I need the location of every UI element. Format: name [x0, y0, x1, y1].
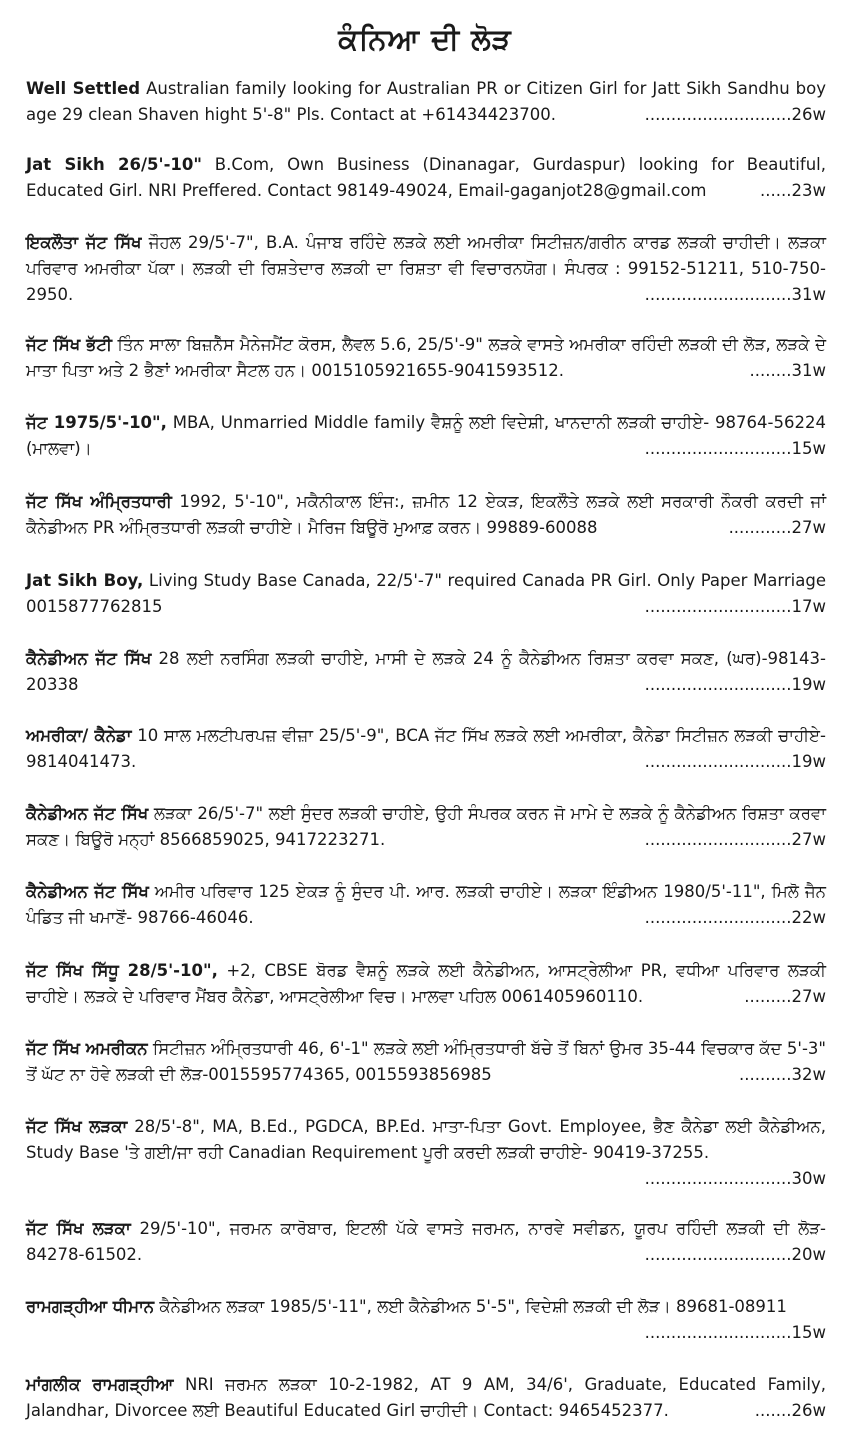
ad-lead: ਕੈਨੇਡੀਅਨ ਜੱਟ ਸਿੱਖ	[26, 882, 149, 901]
ad-body: +2, CBSE ਬੋਰਡ ਵੈਸ਼ਨੂੰ ਲੜਕੇ ਲਈ ਕੈਨੇਡੀਅਨ, ਆਸਟ੍ਰੇਲੀਆ PR, ਵਧੀਆ ਪਰਿਵਾਰ ਲੜਕੀ ਚਾਹੀਏ। ਲੜਕੇ ਦੇ ਪਰਿਵਾਰ ਮੈਂਬਰ ਕੈਨੇਡਾ, ਆਸਟ੍ਰੇਲੀਆ ਵਿਚ। ਮਾਲਵਾ ਪਹਿਲ 0061405960110.	[26, 961, 826, 1006]
ad-body: 28 ਲਈ ਨਰਸਿੰਗ ਲੜਕੀ ਚਾਹੀਏ, ਮਾਸੀ ਦੇ ਲੜਕੇ 24 ਨੂੰ ਕੈਨੇਡੀਅਨ ਰਿਸ਼ਤਾ ਕਰਵਾ ਸਕਣ, (ਘਰ)-98143-20338	[26, 649, 826, 694]
page-title: ਕੰਨਿਆ ਦੀ ਲੋੜ	[338, 22, 512, 56]
classified-ad	[26, 646, 826, 698]
ad-code: ............................15w	[644, 1323, 826, 1342]
ad-body: ਜੌਹਲ 29/5'-7", B.A. ਪੰਜਾਬ ਰਹਿੰਦੇ ਲੜਕੇ ਲਈ ਅਮਰੀਕਾ ਸਿਟੀਜ਼ਨ/ਗਰੀਨ ਕਾਰਡ ਲੜਕੀ ਚਾਹੀਦੀ। ਲੜਕਾ ਪਰਿਵਾਰ ਅਮਰੀਕਾ ਪੱਕਾ। ਲੜਕੀ ਦੀ ਰਿਸ਼ਤੇਦਾਰ ਲੜਕੀ ਦਾ ਰਿਸ਼ਤਾ ਵੀ ਵਿਚਾਰਨਯੋਗ। ਸੰਪਰਕ : 99152-51211, 510-750-2950.	[26, 233, 826, 304]
ad-code: ............................26w	[644, 105, 826, 124]
classified-ad	[26, 230, 826, 308]
ad-body: MBA, Unmarried Middle family ਵੈਸ਼ਨੂੰ ਲਈ ਵਿਦੇਸ਼ੀ, ਖਾਨਦਾਨੀ ਲੜਕੀ ਚਾਹੀਏ- 98764-56224 (ਮਾਲਵਾ)।	[26, 413, 826, 458]
ad-code: ........31w	[749, 361, 826, 380]
ad-code: ............................30w	[644, 1169, 826, 1188]
ad-code: ............................31w	[644, 285, 826, 304]
classified-ad	[26, 1036, 826, 1088]
ad-code: ............................15w	[644, 439, 826, 458]
ad-lead: ਜੱਟ ਸਿੱਖ ਲੜਕਾ	[26, 1117, 128, 1136]
ad-body: Living Study Base Canada, 22/5'-7" required Canada PR Girl. Only Paper Marriage 0015877762815	[26, 571, 826, 616]
ad-body: ਲੜਕਾ 26/5'-7" ਲਈ ਸੁੰਦਰ ਲੜਕੀ ਚਾਹੀਏ, ਉਹੀ ਸੰਪਰਕ ਕਰਨ ਜੋ ਮਾਮੇ ਦੇ ਲੜਕੇ ਨੂੰ ਕੈਨੇਡੀਅਨ ਰਿਸ਼ਤਾ ਕਰਵਾ ਸਕਣ। ਬਿਊਰੋ ਮਨ੍ਹਾਂ 8566859025, 9417223271.	[26, 804, 826, 849]
ad-lead: Jat Sikh Boy,	[26, 571, 144, 590]
ad-code: ............................27w	[644, 830, 826, 849]
ad-lead: ਜੱਟ ਸਿੱਖ ਭੱਟੀ	[26, 335, 112, 354]
ad-code: ............................19w	[644, 675, 826, 694]
ad-lead: ਜੱਟ ਸਿੱਖ ਲੜਕਾ	[26, 1219, 131, 1238]
ad-body: ਸਿਟੀਜ਼ਨ ਅੰਮ੍ਰਿਤਧਾਰੀ 46, 6'-1" ਲੜਕੇ ਲਈ ਅੰਮ੍ਰਿਤਧਾਰੀ ਬੱਚੇ ਤੋਂ ਬਿਨਾਂ ਉਮਰ 35-44 ਵਿਚਕਾਰ ਕੱਦ 5'-3" ਤੋਂ ਘੱਟ ਨਾ ਹੋਵੇ ਲੜਕੀ ਦੀ ਲੋੜ-0015595774365, 0015593856985	[26, 1039, 826, 1084]
ad-body: 10 ਸਾਲ ਮਲਟੀਪਰਪਜ਼ ਵੀਜ਼ਾ 25/5'-9", BCA ਜੱਟ ਸਿੱਖ ਲੜਕੇ ਲਈ ਅਮਰੀਕਾ, ਕੈਨੇਡਾ ਸਿਟੀਜ਼ਨ ਲੜਕੀ ਚਾਹੀਏ- 9814041473.	[26, 726, 826, 771]
ad-body: 29/5'-10", ਜਰਮਨ ਕਾਰੋਬਾਰ, ਇਟਲੀ ਪੱਕੇ ਵਾਸਤੇ ਜਰਮਨ, ਨਾਰਵੇ ਸਵੀਡਨ, ਯੂਰਪ ਰਹਿੰਦੀ ਲੜਕੀ ਦੀ ਲੋੜ- 84278-61502.	[26, 1219, 826, 1264]
classified-ad	[26, 723, 826, 775]
ad-lead: ਕੈਨੇਡੀਅਨ ਜੱਟ ਸਿੱਖ	[26, 804, 149, 823]
ad-lead: ਅਮਰੀਕਾ/ ਕੈਨੇਡਾ	[26, 726, 132, 745]
ad-lead: Jat Sikh 26/5'-10"	[26, 155, 202, 174]
ad-lead: ਜੱਟ ਸਿੱਖ ਅੰਮ੍ਰਿਤਧਾਰੀ	[26, 492, 172, 511]
ad-lead: ਕੈਨੇਡੀਅਨ ਜੱਟ ਸਿੱਖ	[26, 649, 152, 668]
classified-ad	[26, 958, 826, 1010]
ad-code: ......23w	[760, 181, 826, 200]
ad-body: NRI ਜਰਮਨ ਲੜਕਾ 10-2-1982, AT 9 AM, 34/6', Graduate, Educated Family, Jalandhar, Divorcee ਲਈ Beautiful Educated Girl ਚਾਹੀਦੀ। Contact: 9465452377.	[26, 1375, 827, 1420]
classified-ad	[26, 1294, 826, 1346]
ad-lead: ਜੱਟ ਸਿੱਖ ਸਿੱਧੂ 28/5'-10",	[26, 961, 218, 980]
ad-code: ..........32w	[739, 1065, 826, 1084]
classified-ad	[26, 76, 826, 128]
ad-body: 28/5'-8", MA, B.Ed., PGDCA, BP.Ed. ਮਾਤਾ-ਪਿਤਾ Govt. Employee, ਭੈਣ ਕੈਨੇਡਾ ਲਈ ਕੈਨੇਡੀਅਨ, Study Base 'ਤੇ ਗਈ/ਜਾ ਰਹੀ Canadian Requirement ਪੂਰੀ ਕਰਦੀ ਲੜਕੀ ਚਾਹੀਏ- 90419-37255.	[26, 1117, 826, 1162]
ad-code: .........27w	[744, 987, 826, 1006]
ad-body: ਤਿੰਨ ਸਾਲਾ ਬਿਜ਼ਨੈੱਸ ਮੈਨੇਜਮੈਂਟ ਕੋਰਸ, ਲੈਵਲ 5.6, 25/5'-9" ਲੜਕੇ ਵਾਸਤੇ ਅਮਰੀਕਾ ਰਹਿੰਦੀ ਲੜਕੀ ਦੀ ਲੋੜ, ਲੜਕੇ ਦੇ ਮਾਤਾ ਪਿਤਾ ਅਤੇ 2 ਭੈਣਾਂ ਅਮਰੀਕਾ ਸੈਟਲ ਹਨ। 0015105921655-9041593512.	[26, 335, 826, 380]
ad-lead: ਮਾਂਗਲੀਕ ਰਾਮਗੜ੍ਹੀਆ	[26, 1375, 174, 1394]
ad-lead: ਰਾਮਗੜ੍ਹੀਆ ਧੀਮਾਨ	[26, 1297, 155, 1316]
ad-body: Australian family looking for Australian PR or Citizen Girl for Jatt Sikh Sandhu boy age 29 clean Shaven hight 5'-8" Pls. Contact at +61434423700.	[26, 79, 827, 124]
ad-code: ............27w	[728, 518, 826, 537]
ad-lead: ਇਕਲੌਤਾ ਜੱਟ ਸਿੱਖ	[26, 233, 142, 252]
ad-code: ............................19w	[644, 752, 826, 771]
ad-lead: Well Settled	[26, 79, 141, 98]
classified-ad	[26, 801, 826, 853]
classified-ad	[26, 489, 826, 541]
classified-ad	[26, 152, 826, 204]
ad-lead: ਜੱਟ ਸਿੱਖ ਅਮਰੀਕਨ	[26, 1039, 148, 1058]
classified-ad	[26, 568, 826, 620]
ad-lead: ਜੱਟ 1975/5'-10",	[26, 413, 167, 432]
ad-body: ਕੈਨੇਡੀਅਨ ਲੜਕਾ 1985/5'-11", ਲਈ ਕੈਨੇਡੀਅਨ 5'-5", ਵਿਦੇਸ਼ੀ ਲੜਕੀ ਦੀ ਲੋੜ। 89681-08911	[154, 1297, 787, 1316]
classified-ad	[26, 1216, 826, 1268]
ad-body: ਅਮੀਰ ਪਰਿਵਾਰ 125 ਏਕੜ ਨੂੰ ਸੁੰਦਰ ਪੀ. ਆਰ. ਲੜਕੀ ਚਾਹੀਏ। ਲੜਕਾ ਇੰਡੀਅਨ 1980/5'-11", ਮਿਲੋ ਜੈਨ ਪੰਡਿਤ ਜੀ ਖਮਾਣੋਂ- 98766-46046.	[26, 882, 826, 927]
classified-ad	[26, 332, 826, 384]
ad-body: B.Com, Own Business (Dinanagar, Gurdaspur) looking for Beautiful, Educated Girl. NRI Preffered. Contact 98149-49024, Email-gaganjot28@gmail.com	[26, 155, 826, 200]
classified-ad	[26, 410, 826, 462]
ad-code: ............................17w	[644, 597, 826, 616]
ad-code: ............................20w	[644, 1245, 826, 1264]
ad-code: .......26w	[754, 1401, 826, 1420]
ad-code: ............................22w	[644, 908, 826, 927]
ad-body: 1992, 5'-10", ਮਕੈਨੀਕਾਲ ਇੰਜ:, ਜ਼ਮੀਨ 12 ਏਕੜ, ਇਕਲੌਤੇ ਲੜਕੇ ਲਈ ਸਰਕਾਰੀ ਨੌਕਰੀ ਕਰਦੀ ਜਾਂ ਕੈਨੇਡੀਅਨ PR ਅੰਮ੍ਰਿਤਧਾਰੀ ਲੜਕੀ ਚਾਹੀਏ। ਮੈਰਿਜ ਬਿਊਰੋ ਮੁਆਫ਼ ਕਰਨ। 99889-60088	[26, 492, 826, 537]
classified-ad	[26, 1114, 826, 1192]
classified-ad	[26, 1372, 826, 1424]
classified-ad	[26, 879, 826, 931]
